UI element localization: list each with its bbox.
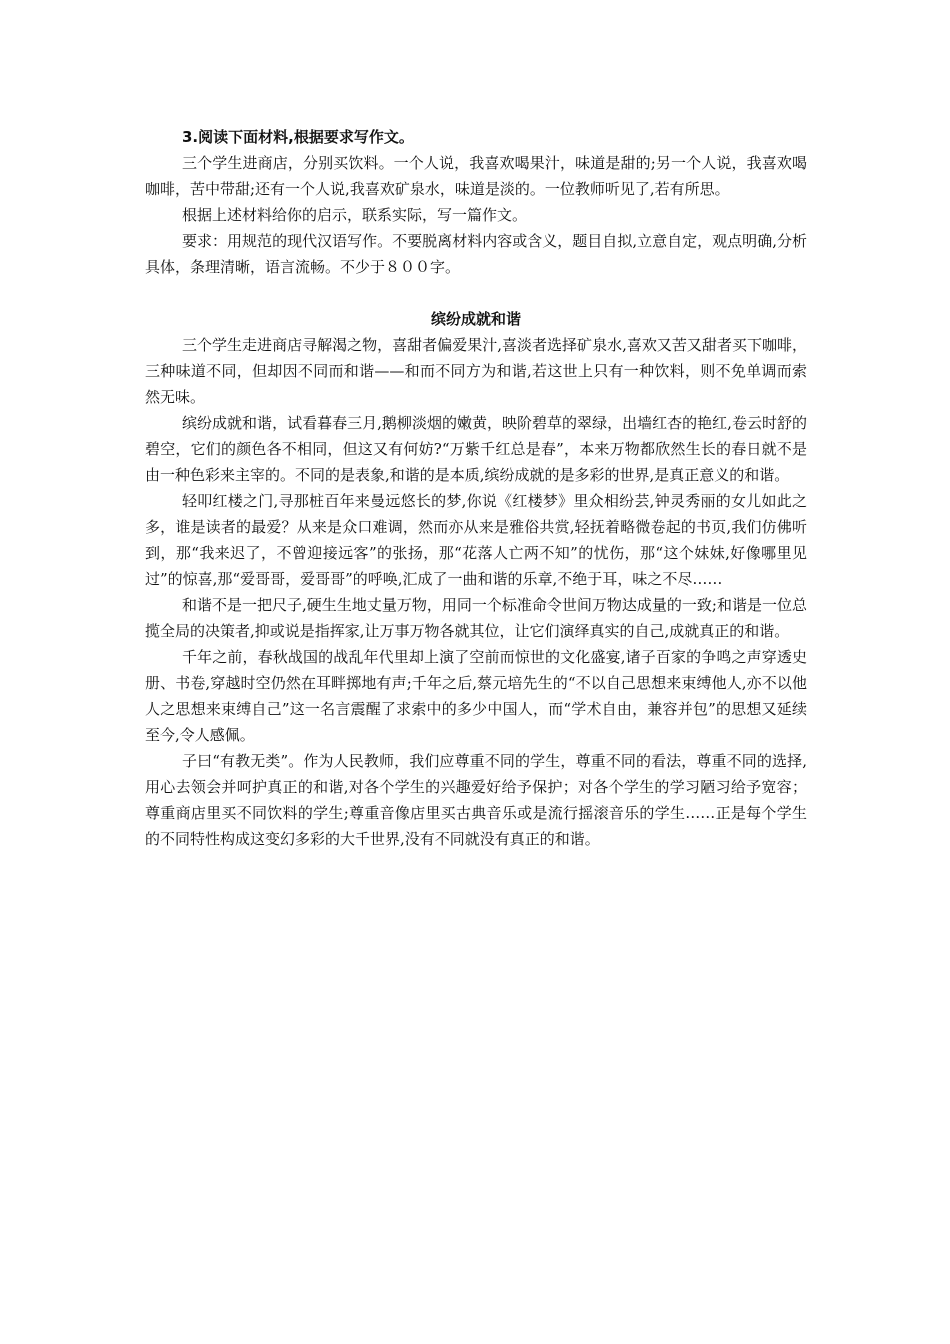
section-gap xyxy=(145,280,807,306)
essay-paragraph: 轻叩红楼之门,寻那桩百年来曼远悠长的梦,你说《红楼梦》里众相纷芸,钟灵秀丽的女儿如此之多，谁是读者的最爱？从来是众口难调，然而亦从来是雅俗共赏,轻抚着略微卷起的书页,我们仿佛听到，那“我来迟了，不曾迎接远客”的张扬，那“花落人亡两不知”的忧伤，那“这个妹妹,好像哪里见过”的惊喜,那“爱哥哥，爱哥哥”的呼唤,汇成了一曲和谐的乐章,不绝于耳，味之不尽…… xyxy=(145,492,807,588)
question-section xyxy=(145,124,807,280)
question-paragraph: 要求：用规范的现代汉语写作。不要脱离材料内容或含义，题目自拟,立意自定，观点明确,分析具体，条理清晰，语言流畅。不少于８００字。 xyxy=(145,232,807,276)
essay-paragraph: 和谐不是一把尺子,硬生生地丈量万物，用同一个标准命令世间万物达成量的一致;和谐是一位总揽全局的决策者,抑或说是指挥家,让万事万物各就其位，让它们演绎真实的自己,成就真正的和谐。 xyxy=(145,596,807,640)
essay-paragraph: 千年之前，春秋战国的战乱年代里却上演了空前而惊世的文化盛宴,诸子百家的争鸣之声穿透史册、书卷,穿越时空仍然在耳畔掷地有声;千年之后,蔡元培先生的“不以自己思想来束缚他人,亦不以他人之思想来束缚自己”这一名言震醒了求索中的多少中国人，而“学术自由，兼容并包”的思想又延续至今,令人感佩。 xyxy=(145,648,807,744)
question-paragraph: 根据上述材料给你的启示，联系实际，写一篇作文。 xyxy=(182,206,528,224)
essay-paragraph: 缤纷成就和谐，试看暮春三月,鹅柳淡烟的嫩黄，映阶碧草的翠绿，出墙红杏的艳红,卷云时舒的碧空，它们的颜色各不相同，但这又有何妨?“万紫千红总是春”，本来万物都欣然生长的春日就不是由一种色彩来主宰的。不同的是表象,和谐的是本质,缤纷成就的是多彩的世界,是真正意义的和谐。 xyxy=(145,414,807,484)
essay-title: 缤纷成就和谐 xyxy=(430,310,521,328)
essay-paragraph: 子曰“有教无类”。作为人民教师，我们应尊重不同的学生，尊重不同的看法，尊重不同的选择,用心去领会并呵护真正的和谐,对各个学生的兴趣爱好给予保护；对各个学生的学习陋习给予宽容；尊重商店里买不同饮料的学生;尊重音像店里买古典音乐或是流行摇滚音乐的学生……正是每个学生的不同特性构成这变幻多彩的大千世界,没有不同就没有真正的和谐。 xyxy=(145,752,807,848)
question-paragraph: 三个学生进商店，分别买饮料。一个人说，我喜欢喝果汁，味道是甜的;另一个人说，我喜欢喝咖啡，苦中带甜;还有一个人说,我喜欢矿泉水，味道是淡的。一位教师听见了,若有所思。 xyxy=(145,154,807,198)
document-page xyxy=(145,124,807,852)
essay-section xyxy=(145,306,807,852)
question-heading: 3.阅读下面材料,根据要求写作文。 xyxy=(182,128,414,146)
essay-paragraph: 三个学生走进商店寻解渴之物，喜甜者偏爱果汁,喜淡者选择矿泉水,喜欢又苦又甜者买下咖啡，三种味道不同，但却因不同而和谐——和而不同方为和谐,若这世上只有一种饮料，则不免单调而索然无味。 xyxy=(145,336,807,406)
